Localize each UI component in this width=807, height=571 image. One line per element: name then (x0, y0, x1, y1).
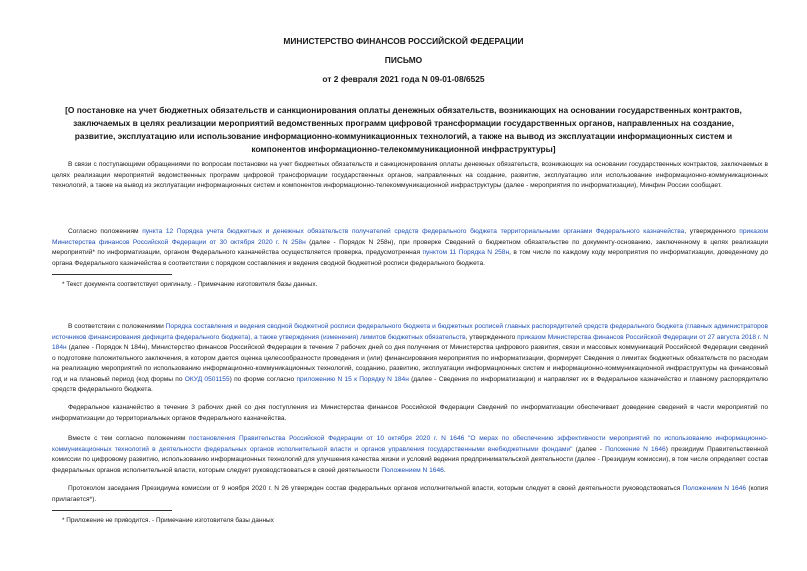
text: В соответствии с положениями (68, 323, 166, 330)
paragraph-protocol (52, 484, 768, 505)
link-resolution-1646[interactable]: постановления Правительства Российской Федерации от 10 октября 2020 г. N 1646 "О мерах по обеспечению эффективности мероприятий по использованию информационно-коммуникационных технологий в деятельности федеральных органов исполнительной власти и органов управления государственными внебюджетными фондами" (52, 435, 768, 453)
link-order-258n-item-11[interactable]: пунктом 11 Порядка N 258н (422, 249, 510, 256)
text: (копия прилагается*). (52, 485, 768, 503)
link-order-184n[interactable]: приказом Министерства финансов Российской Федерации от 27 августа 2018 г. N 184н (52, 333, 768, 351)
text: Протоколом заседания Президиума комиссии от 9 ноября 2020 г. N 26 утвержден состав федеральных органов исполнительной власти, которым следует в своей деятельности руководствоваться (68, 485, 683, 492)
text: ) по форме согласно (229, 375, 297, 383)
link-order-258n-item-12[interactable]: пункта 12 Порядка учета бюджетных и денежных обязательств получателей средств федерального бюджета территориальными органами Федерального казначейства (142, 228, 685, 235)
text: (далее - Порядок N 258н), при проверке Сведений о бюджетном обязательстве по документу-основанию, заключенному в целях реализации мероприятий* по информатизации, органом Федерального казначейства осуществляется проверка, предусмотренная (52, 238, 768, 256)
link-okud-0501155[interactable]: ОКУД 0501155 (184, 375, 230, 383)
paragraph-order-258n (52, 227, 768, 269)
document-type: ПИСЬМО (384, 55, 423, 65)
text: Вместе с тем согласно положениям (68, 435, 190, 442)
footnote-divider (52, 274, 172, 275)
paragraph-treasury: Федеральное казначейство в течение 3 рабочих дней со дня поступления из Министерства финансов Российской Федерации Сведений по информатизации обеспечивает доведение сведений в части мероприятий по информатизации до территориальных органов Федерального казначейства. (52, 404, 768, 422)
link-regulation-1646[interactable]: Положение N 1646 (605, 445, 666, 453)
link-appendix-15[interactable]: приложению N 15 к Порядку N 184н (296, 375, 409, 383)
text: (далее - Порядок N 184н), Министерство финансов Российской Федерации в течение 7 рабочих дней со дня получения от Министерства цифрового развития, связи и массовых коммуникаций Российской Федерации сведений о подготовке положительного заключения, в котором дается оценка целесообразности проведения и (или) финансирования мероприятия по информатизации, формирует Сведения о лимитах бюджетных обязательств по расходам на реализацию мероприятий по использованию информационно-коммуникационных технологий, созданию, развитию, эксплуатации информационных систем и информационно-коммуникационной инфраструктуры на финансовый год и на плановый период (код формы по (52, 344, 768, 383)
text: . (443, 466, 446, 474)
link-budget-list-procedure[interactable]: Порядка составления и ведения сводной бюджетной росписи федерального бюджета и бюджетных росписей главных распорядителей средств федерального бюджета (главных администраторов источников финансирования дефицита федерального бюджета), а также утверждения (изменения) лимитов бюджетных обязательств (52, 323, 768, 341)
document-date-number: от 2 февраля 2021 года N 09-01-08/6525 (322, 74, 485, 84)
text: ) президиум Правительственной комиссии по цифровому развитию, использованию информационных технологий для улучшения качества жизни и условий ведения предпринимательской деятельности (далее - Президиум комиссии), в том числе определяет состав федеральных органов исполнительной власти, которым следует руководствоваться в своей деятельности (52, 445, 768, 474)
link-regulation-1646[interactable]: Положением N 1646 (682, 485, 747, 492)
paragraph-intro: В связи с поступающими обращениями по вопросам постановки на учет бюджетных обязательств и санкционирования оплаты денежных обязательств, возникающих на основании государственных контрактов, заключаемых в целях реализации мероприятий ведомственных программ цифровой трансформации государственных органов, направленных на создание, развитие, эксплуатацию или использование информационно-коммуникационных технологий, а также на вывод из эксплуатации информационных систем и компонентов информационно-телекоммуникационной инфраструктуры (далее - мероприятия по информатизации), Минфин России сообщает. (52, 161, 768, 189)
link-order-258n[interactable]: приказом Министерства финансов Российской Федерации от 30 октября 2020 г. N 258н (52, 228, 768, 246)
link-regulation-1646[interactable]: Положением N 1646 (381, 466, 444, 474)
paragraph-resolution-1646 (52, 434, 768, 476)
document-subject: [О постановке на учет бюджетных обязательств и санкционирования оплаты денежных обязательств, возникающих на основании государственных контрактов, заключаемых в целях реализации мероприятий ведомственных программ цифровой трансформации государственных органов, направленных на создание, развитие, эксплуатацию или использование информационно-коммуникационных технологий, а также на вывод из эксплуатации информационных систем и компонентов информационно-телекоммуникационной инфраструктуры] (65, 105, 742, 154)
paragraph-order-184n (52, 322, 768, 396)
ministry-heading: МИНИСТЕРСТВО ФИНАНСОВ РОССИЙСКОЙ ФЕДЕРАЦИИ (283, 36, 524, 46)
footnote-divider (52, 510, 172, 511)
text: (далее - (572, 445, 606, 453)
text: , утвержденного (684, 228, 740, 235)
footnote-text: * Приложение не приводится. - Примечание изготовителя базы данных (62, 517, 274, 524)
text: (далее - Сведения по информатизации) и направляет их в Федеральное казначейство и главному распорядителю средств федерального бюджета. (52, 375, 768, 393)
text: , утвержденного (465, 333, 518, 341)
footnote-text: * Текст документа соответствует оригиналу. - Примечание изготовителя базы данных. (62, 281, 318, 288)
text: Согласно положениям (68, 228, 143, 235)
text: , в том числе по каждому коду мероприятия по информатизации, доведенному до органа Федерального казначейства в соответствии с порядком составления и ведения сводной бюджетной росписи федерального бюджета. (52, 249, 768, 267)
